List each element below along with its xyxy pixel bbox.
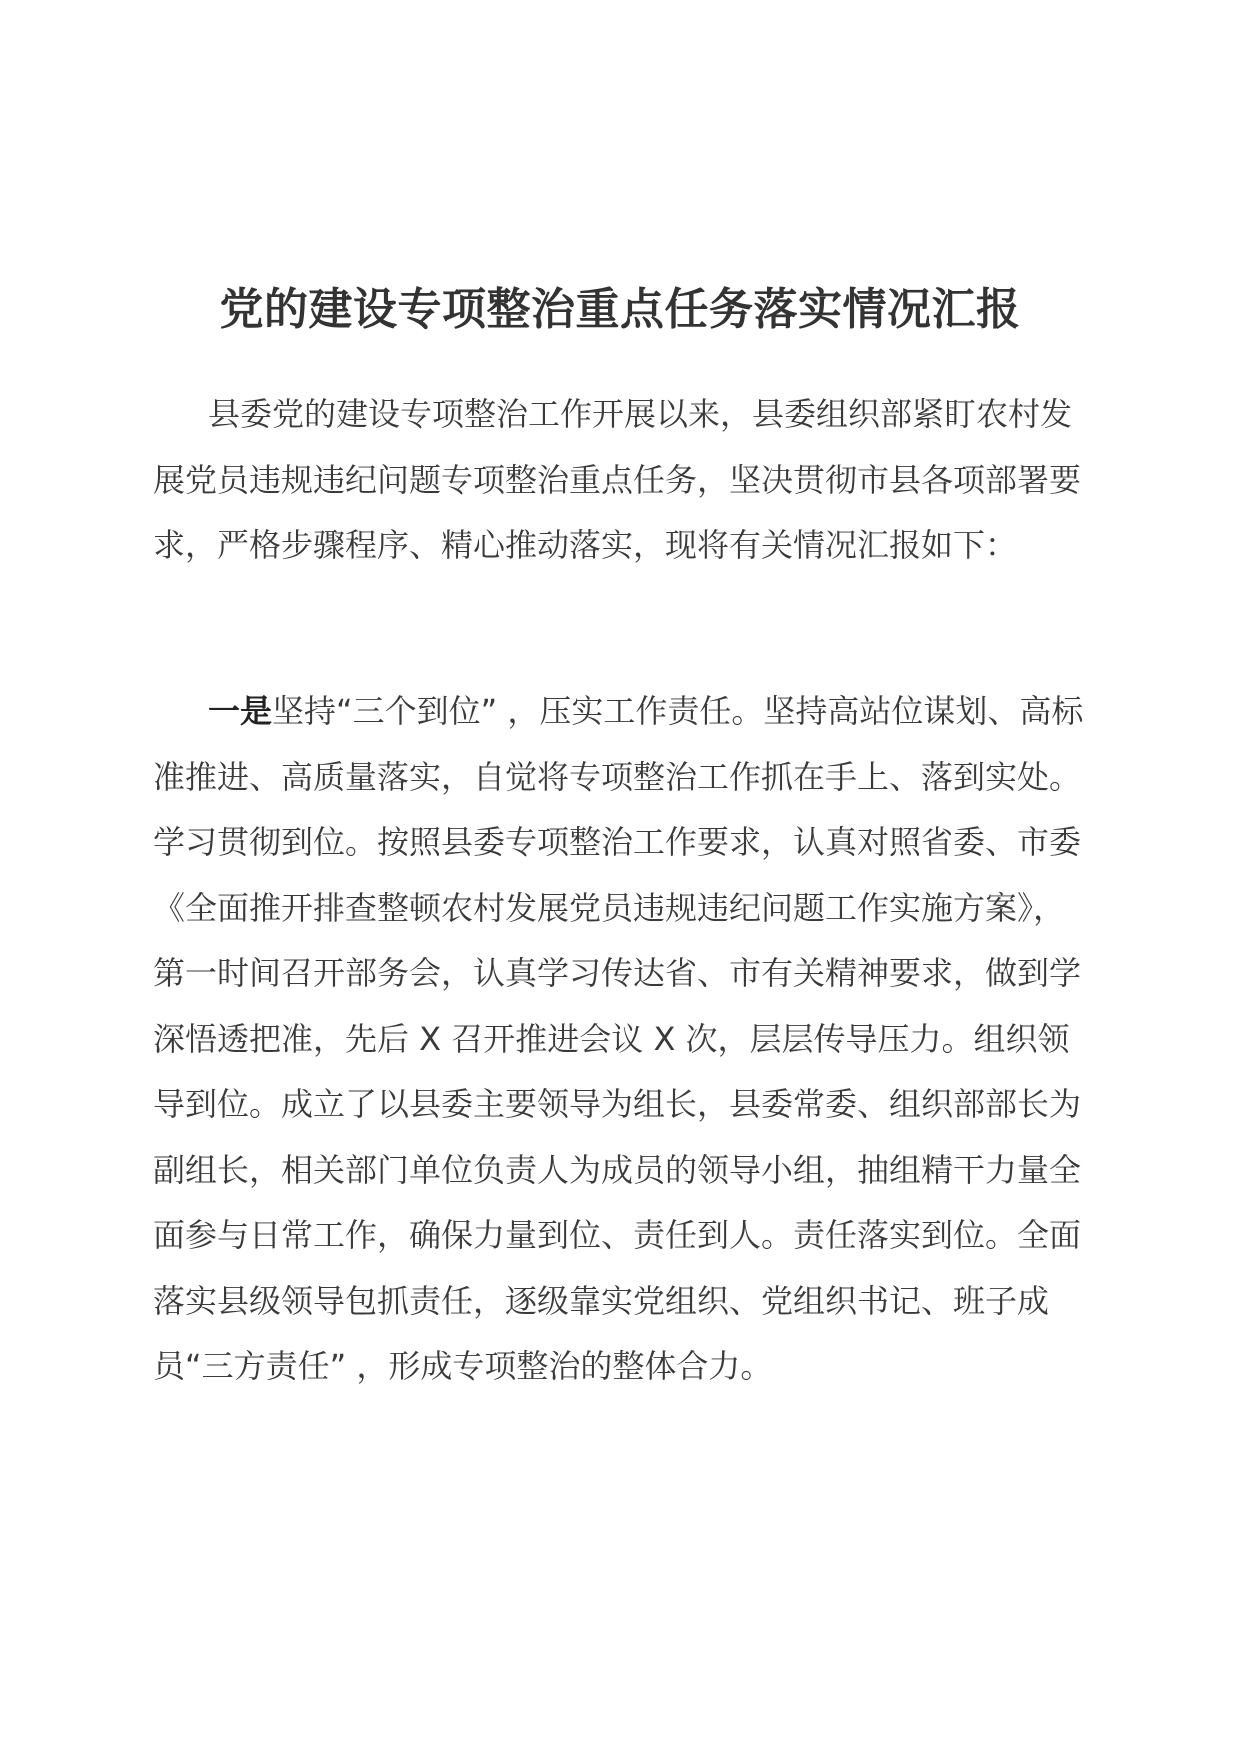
section-1-body: 坚持“三个到位” ，压实工作责任。坚持高站位谋划、高标准推进、高质量落实，自觉将专项整治工作抓在手上、落到实处。学习贯彻到位。按照县委专项整治工作要求，认真对照省委、市委《全面推开排查整顿农村发展党员违规违纪问题工作实施方案》，第一时间召开部务会，认真学习传达省、市有关精神要求，做到学深悟透把准，先后 X 召开推进会议 X 次，层层传导压力。组织领导到位。成立了以县委主要领导为组长，县委常委、组织部部长为副组长，相关部门单位负责人为成员的领导小组，抽组精干力量全面参与日常工作，确保力量到位、责任到人。责任落实到位。全面落实县级领导包抓责任，逐级靠实党组织、党组织书记、班子成员“三方责任” ，形成专项整治的整体合力。 <box>153 692 1084 1385</box>
intro-paragraph: 县委党的建设专项整治工作开展以来，县委组织部紧盯农村发展党员违规违纪问题专项整治重点任务，坚决贯彻市县各项部署要求，严格步骤程序、精心推动落实，现将有关情况汇报如下： <box>153 395 1082 564</box>
document-title: 党的建设专项整治重点任务落实情况汇报 <box>219 284 1021 335</box>
section-1-lead: 一是 <box>208 692 273 730</box>
section-1-paragraph <box>153 679 1093 1400</box>
